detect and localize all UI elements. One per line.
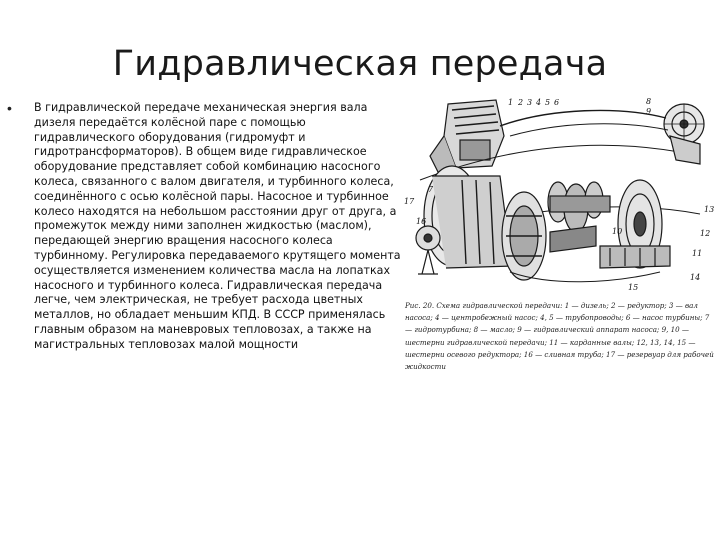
callout-16: 16 xyxy=(416,217,427,226)
bullet-dot: • xyxy=(7,100,12,116)
figure-caption: Рис. 20. Схема гидравлической передачи: 1 — дизель; 2 — редуктор; 3 — вал насоса; 4 — центробежный насос; 4, 5 — трубопроводы; 6 — насос турбины; 7 — гидротурбина; 8 — масло; 9 — гидравлический аппарат насоса; 9, 10 — шестерни гидравлической передачи; 11 — карданные валы; 12, 13, 14, 15 — шестерни осевого редуктора; 16 — сливная труба; 17 — резервуар для рабочей жидкости xyxy=(405,300,715,373)
callout-10: 10 xyxy=(612,227,623,236)
callout-12: 12 xyxy=(700,229,711,238)
callout-11: 11 xyxy=(692,249,703,258)
callout-6: 6 xyxy=(554,98,560,107)
bullet-text: В гидравлической передаче механическая энергия вала дизеля передаётся колёсной паре с помощью гидравлического оборудования (гидромуфт и гидротрансформаторов). В общем виде гидравлическое оборудование представляет собой комбинацию насосного колеса, связанного с валом двигателя, и турбинного колеса, соединённого с осью колёсной пары. Насосное и турбинное колесо находятся на небольшом расстоянии друг от друга, а промежуток между ними заполнен жидкостью (маслом), передающей энергию вращения насосного колеса турбинному. Регулировка передаваемого крутящего момента осуществляется изменением количества масла на лопатках насосного и турбинного колеса. Гидравлическая передача легче, чем электрическая, не требует расхода цветных металлов, но обладает меньшим КПД. В СССР применялась главным образом на маневровых тепловозах, а также на магистральных тепловозах малой мощности xyxy=(34,101,401,351)
callout-17: 17 xyxy=(404,197,415,206)
callout-3: 3 xyxy=(527,98,533,107)
gear-train xyxy=(548,182,610,252)
callout-1: 1 xyxy=(508,98,514,107)
callout-15: 15 xyxy=(628,283,639,292)
callout-13: 13 xyxy=(704,205,715,214)
callout-8: 8 xyxy=(646,97,652,106)
callout-14: 14 xyxy=(690,273,701,282)
slide-title: Гидравлическая передача xyxy=(112,44,608,84)
pump-housing xyxy=(424,166,512,268)
callout-5: 5 xyxy=(545,98,551,107)
axle-gearbox xyxy=(600,180,670,268)
callout-9: 9 xyxy=(646,107,652,116)
cooling-fan xyxy=(664,104,704,164)
turbine-wheel xyxy=(502,192,546,280)
callout-4: 4 xyxy=(536,98,542,107)
callout-7: 7 xyxy=(428,185,434,194)
callout-2: 2 xyxy=(518,98,524,107)
